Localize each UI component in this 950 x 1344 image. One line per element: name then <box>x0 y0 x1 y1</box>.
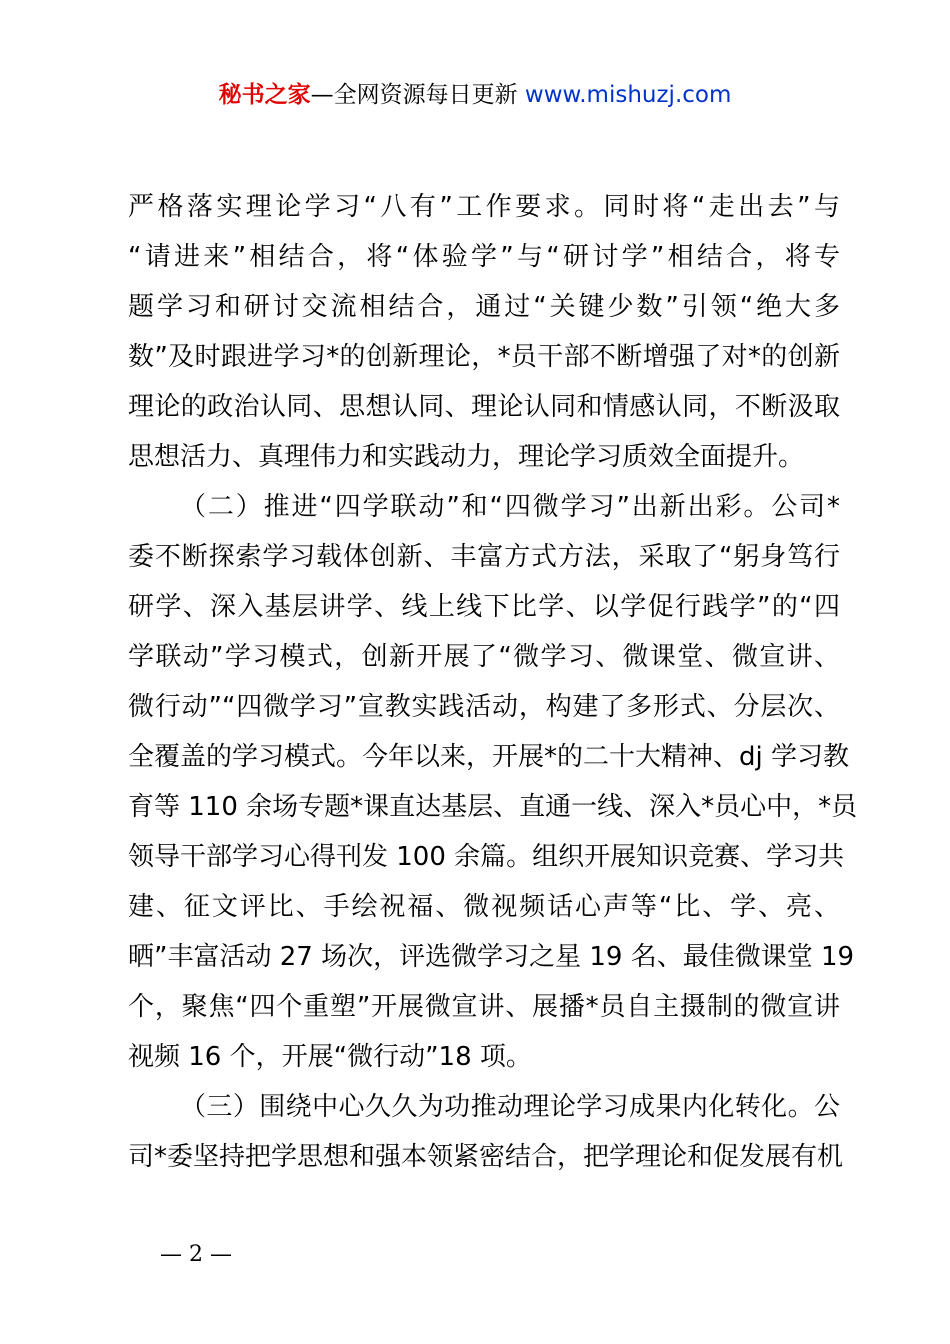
text-line: 司*委坚持把学思想和强本领紧密结合，把学理论和促发展有机 <box>128 1142 844 1172</box>
text-line: 晒”丰富活动 27 场次，评选微学习之星 19 名、最佳微课堂 19 <box>128 942 855 972</box>
text-line: 思想活力、真理伟力和实践动力，理论学习质效全面提升。 <box>128 442 805 472</box>
text-line: 育等 110 余场专题*课直达基层、直通一线、深入*员心中，*员 <box>128 792 858 822</box>
document-body <box>128 182 858 1182</box>
text-line: 建、征文评比、手绘祝福、微视频话心声等“比、学、亮、 <box>128 892 840 922</box>
site-banner <box>0 78 950 112</box>
text-line: （三）围绕中心久久为功推动理论学习成果内化转化。公 <box>180 1092 840 1122</box>
text-line: 视频 16 个，开展“微行动”18 项。 <box>128 1042 532 1072</box>
site-url-link[interactable]: www.mishuzj.com <box>524 82 732 108</box>
text-line: 理论的政治认同、思想认同、理论认同和情感认同，不断汲取 <box>128 392 840 422</box>
text-line: 全覆盖的学习模式。今年以来，开展*的二十大精神、dj 学习教 <box>128 742 849 772</box>
text-line: 严格落实理论学习“八有”工作要求。同时将“走出去”与 <box>128 192 840 222</box>
banner-tagline: —全网资源每日更新 <box>310 82 518 108</box>
text-line: 题学习和研讨交流相结合，通过“关键少数”引领“绝大多 <box>128 292 840 322</box>
text-line: 学联动”学习模式，创新开展了“微学习、微课堂、微宣讲、 <box>128 642 840 672</box>
text-line: 数”及时跟进学习*的创新理论，*员干部不断增强了对*的创新 <box>128 342 840 372</box>
text-line: 微行动”“四微学习”宣教实践活动，构建了多形式、分层次、 <box>128 692 840 722</box>
text-line: 委不断探索学习载体创新、丰富方式方法，采取了“躬身笃行 <box>128 542 840 572</box>
text-line: 个，聚焦“四个重塑”开展微宣讲、展播*员自主摄制的微宣讲 <box>128 992 840 1022</box>
text-line: 领导干部学习心得刊发 100 余篇。组织开展知识竞赛、学习共 <box>128 842 845 872</box>
page-number: — 2 — <box>160 1242 232 1267</box>
text-line: 研学、深入基层讲学、线上线下比学、以学促行践学”的“四 <box>128 592 840 622</box>
brand-name: 秘书之家 <box>218 82 311 108</box>
text-line: （二）推进“四学联动”和“四微学习”出新出彩。公司* <box>180 492 840 522</box>
text-line: “请进来”相结合，将“体验学”与“研讨学”相结合，将专 <box>128 242 840 272</box>
